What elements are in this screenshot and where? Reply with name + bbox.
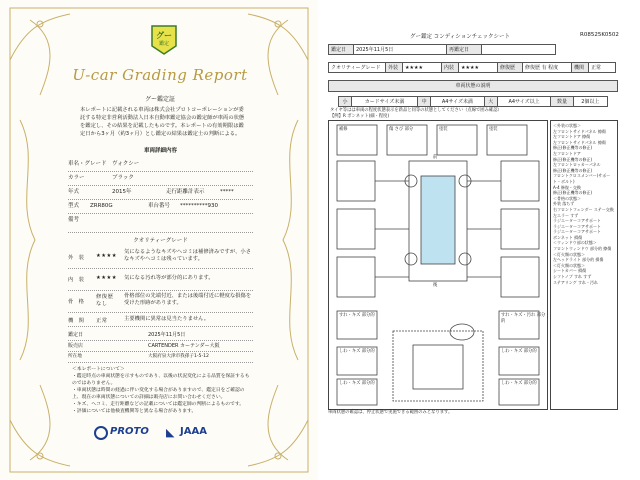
condition-list-item: 左フロントロッカーパネル <box>553 162 601 168</box>
chassis-label: 車台番号 <box>148 203 171 209</box>
row-color <box>68 172 253 186</box>
diagram-label: しわ・キズ 部分的 <box>501 349 537 354</box>
certificate-intro: 本レポートに記載される車両は株式会社プロトコーポレーションが委託する特定非営利活動法人日本自動車鑑定協会の鑑定師が車両の状態を鑑定し、その結果を記載したものです。本レポートの有効期限は鑑定日から3ヶ月（約3ヶ月）とし鑑定の結果は鑑定士の判断による。 <box>80 107 245 137</box>
condition-list-item: 外装 落ちず <box>553 201 575 207</box>
condition-check-sheet <box>318 0 640 480</box>
grade-label: 外 装 <box>68 255 84 261</box>
date-label: 鑑定日 <box>329 45 354 55</box>
frame-value: 修復歴 有 程度 <box>523 63 572 73</box>
condition-list-item: シフトノブ すれ すず <box>553 274 592 280</box>
diagram-label: すれ・キズ・汚れ 部分的 <box>501 313 546 324</box>
shop-value: CARTENDER カーテンダー大阪 <box>148 343 220 349</box>
condition-list-item: 左フロントサイドパネル 擦傷 <box>553 128 606 134</box>
row-model <box>68 200 253 214</box>
size-small-desc: カードサイズ未満 <box>352 97 418 107</box>
proto-logo-icon <box>94 426 108 440</box>
name-label: 車名・グレード <box>68 161 107 167</box>
jaaa-logo-icon: ◣ <box>166 426 175 439</box>
color-label: カラー <box>68 175 85 181</box>
condition-list-item: 左エラー すず <box>553 212 579 218</box>
condition-list-item: 左ヘッドライト 部分的 損傷 <box>553 257 604 263</box>
vehicle-diagram <box>328 120 548 410</box>
certificate-subtitle: グー鑑定証 <box>144 96 175 103</box>
diagram-label: すれ・キズ 部分的 <box>339 313 375 318</box>
exterior-label: 外装 <box>386 63 403 73</box>
notes-label: 備考 <box>68 217 80 223</box>
condition-title: 車両状態の説明 <box>328 80 618 92</box>
condition-list-item: 左フロントドア 擦傷 <box>553 134 591 140</box>
size-large-desc: A4サイズ以上 <box>497 97 551 107</box>
grade-label: 機 関 <box>68 318 84 324</box>
date-table <box>328 44 556 55</box>
year-value: 2015年 <box>112 189 132 195</box>
diagram-label: 傷 さび 部分 <box>389 127 414 132</box>
sheet-code: R08525K0502 <box>580 32 619 38</box>
grade-section-title: クオリティーグレード <box>133 238 188 244</box>
grading-certificate <box>0 0 318 480</box>
diagram-label: 補修 <box>339 127 348 132</box>
row-name <box>68 158 253 172</box>
shop-label: 販売店 <box>68 343 84 349</box>
grade-desc: 主要機関に異常は見当たりません。 <box>124 316 210 322</box>
diagram-label: 塗装 <box>489 127 498 132</box>
quality-label: クオリティーグレード <box>329 63 386 73</box>
condition-list-item: ＜灯火類の状態＞ <box>553 262 585 268</box>
grade-interior <box>68 268 253 291</box>
engine-label: 機関 <box>572 63 589 73</box>
address-value: 大阪府泉大津市我孫子1-5-12 <box>148 354 209 359</box>
diagram-label: しわ・キズ 部分的 <box>501 381 537 386</box>
deg-multi: 2個以上 <box>573 97 607 107</box>
diagram-label: しわ・キズ 部分的 <box>339 349 375 354</box>
frame-label: 修復歴 <box>498 63 523 73</box>
color-value: ブラック <box>112 175 134 181</box>
chassis-value: **********930 <box>180 203 218 209</box>
grade-stars: 正常 <box>96 318 108 324</box>
grade-desc: 骨格部位の先端付近、または後端付近に軽度な損傷を受けた形跡があります。 <box>124 293 252 306</box>
engine-value: 正常 <box>589 63 616 73</box>
row-notes <box>68 214 253 233</box>
quality-table <box>328 62 616 73</box>
condition-list-item: ＜骨格の状態＞ <box>553 195 581 201</box>
condition-list-item: ＜外装の状態＞ <box>553 123 581 128</box>
grade-label: 内 装 <box>68 277 84 283</box>
condition-list-items <box>551 121 617 287</box>
size-mid-desc: A4サイズ未満 <box>431 97 485 107</box>
grade-label: 骨 格 <box>68 299 84 305</box>
condition-list-item: ラジエーターコアサポート <box>553 218 601 224</box>
size-large-key: 大 <box>484 97 497 107</box>
condition-list-item: 右フロントフェンダー ステー交換 <box>553 206 614 212</box>
grade-stars: 修復歴 なし <box>96 294 114 307</box>
condition-list-item: 左フロントサイドパネル 擦傷 <box>553 139 606 145</box>
row-shop <box>68 341 253 352</box>
vehicle-section-title: 車両詳細内容 <box>143 148 177 154</box>
condition-list-item: 左フロントドア <box>553 150 581 156</box>
proto-brand: PROTO <box>110 426 149 437</box>
interior-label: 内装 <box>442 63 459 73</box>
deg-count: 数量 <box>551 97 573 107</box>
size-legend-table <box>338 96 608 107</box>
row-address <box>68 352 253 363</box>
condition-list-item: フロントウィンドウ 部分的 擦傷 <box>553 246 612 252</box>
appraisal-date-label: 鑑定日 <box>68 332 84 338</box>
mileage-label: 走行距離計表示 <box>166 189 205 195</box>
grade-stars: ★★★★ <box>96 253 117 259</box>
condition-list-item: 修正(修正機等の修正) <box>553 145 593 151</box>
legend-note-1: タイヤ等はは車両の程度状態表示を新品と同等の状態としてください（点線で囲み確認） <box>330 108 502 113</box>
grade-exterior <box>68 246 253 269</box>
grade-engine <box>68 312 253 327</box>
model-label: 型式 <box>68 203 80 209</box>
appraisal-date-value: 2025年11月5日 <box>148 332 186 338</box>
condition-list-item: ボンネット 損傷 <box>553 234 583 240</box>
name-value: ヴォクシー <box>112 161 140 167</box>
year-label: 年式 <box>68 189 80 195</box>
sheet-footer: 車両状態の確認は、停止状態で実施できる範囲のみとなります。 <box>328 410 453 415</box>
badge-sub: 鑑定 <box>158 41 169 47</box>
condition-list-item: 修正(修正機等の修正) <box>553 156 593 162</box>
reappraisal-value <box>482 45 556 55</box>
date-value: 2025年11月5日 <box>354 45 447 55</box>
grade-stars: ★★★★ <box>96 275 117 281</box>
rear-label: 後 <box>433 283 438 288</box>
diagram-label: しわ・キズ 部分的 <box>339 381 375 386</box>
row-year <box>68 186 253 200</box>
exterior-value: ★★★★ <box>403 63 442 73</box>
reappraisal-label: 再鑑定日 <box>447 45 482 55</box>
interior-value: ★★★★ <box>459 63 498 73</box>
grade-desc: 気になる汚れ等が部分的にあります。 <box>124 275 214 281</box>
condition-list <box>550 120 618 410</box>
model-value: ZRR80G <box>90 203 113 209</box>
condition-list-item: ＜ウィンドウ部の状態＞ <box>553 240 597 246</box>
sheet-title: グー鑑定 コンディションチェックシート <box>410 34 511 40</box>
jaaa-brand: JAAA <box>180 426 207 437</box>
grade-frame <box>68 290 253 313</box>
car-outline <box>329 121 547 409</box>
mileage-value: ***** <box>220 189 234 195</box>
condition-list-item: A-4 修復・交換 <box>553 184 581 190</box>
legend-note-2: 【例】R ボンネット(細・程度) <box>330 114 390 119</box>
condition-list-item: ラジエーターコアサポート <box>553 223 601 229</box>
size-small-key: 小 <box>339 97 352 107</box>
condition-list-item: ステアリング すれ・汚れ <box>553 279 598 285</box>
size-mid-key: 中 <box>418 97 431 107</box>
condition-list-item: シートカバー 損傷 <box>553 268 587 274</box>
diagram-label: 塗装 <box>439 127 448 132</box>
address-label: 所在地 <box>68 354 82 359</box>
condition-list-item: ＜灯火類の状態＞ <box>553 251 585 257</box>
certificate-notes: ＜本レポートについて＞ ・鑑定時点の車両状態を示すものであり、以後の状況変化による品質を保証するものではありません。 ・車両状態は時間の経過に伴い変化する場合がありますので、鑑定日をご確認の上、現在の車両状態についての詳細は販売店にお問い合わせください。 ・キズ、ヘコミ、走行距離などの記載については鑑定師の判断によるものです。 ・評価については他検査機関等と異なる場合があります。 <box>72 367 250 414</box>
condition-list-item: フロントクロスメンバー(サポート・ボルト) <box>553 173 611 184</box>
badge-text: グー <box>156 31 172 40</box>
front-label: 前 <box>433 155 438 160</box>
certificate-title: U-car Grading Report <box>72 66 248 84</box>
grade-desc: 気になるようなキズやへコミは補修済みですが、小さなキズやへコミは残っています。 <box>124 249 252 262</box>
condition-list-item: 修正(修正機等の修正) <box>553 167 593 173</box>
row-appraisal-date <box>68 330 253 341</box>
condition-list-item: 修正(修正機等の修正) <box>553 190 593 196</box>
goo-badge-logo <box>148 24 180 56</box>
condition-list-item: ラジエーターコアサポート <box>553 229 601 235</box>
